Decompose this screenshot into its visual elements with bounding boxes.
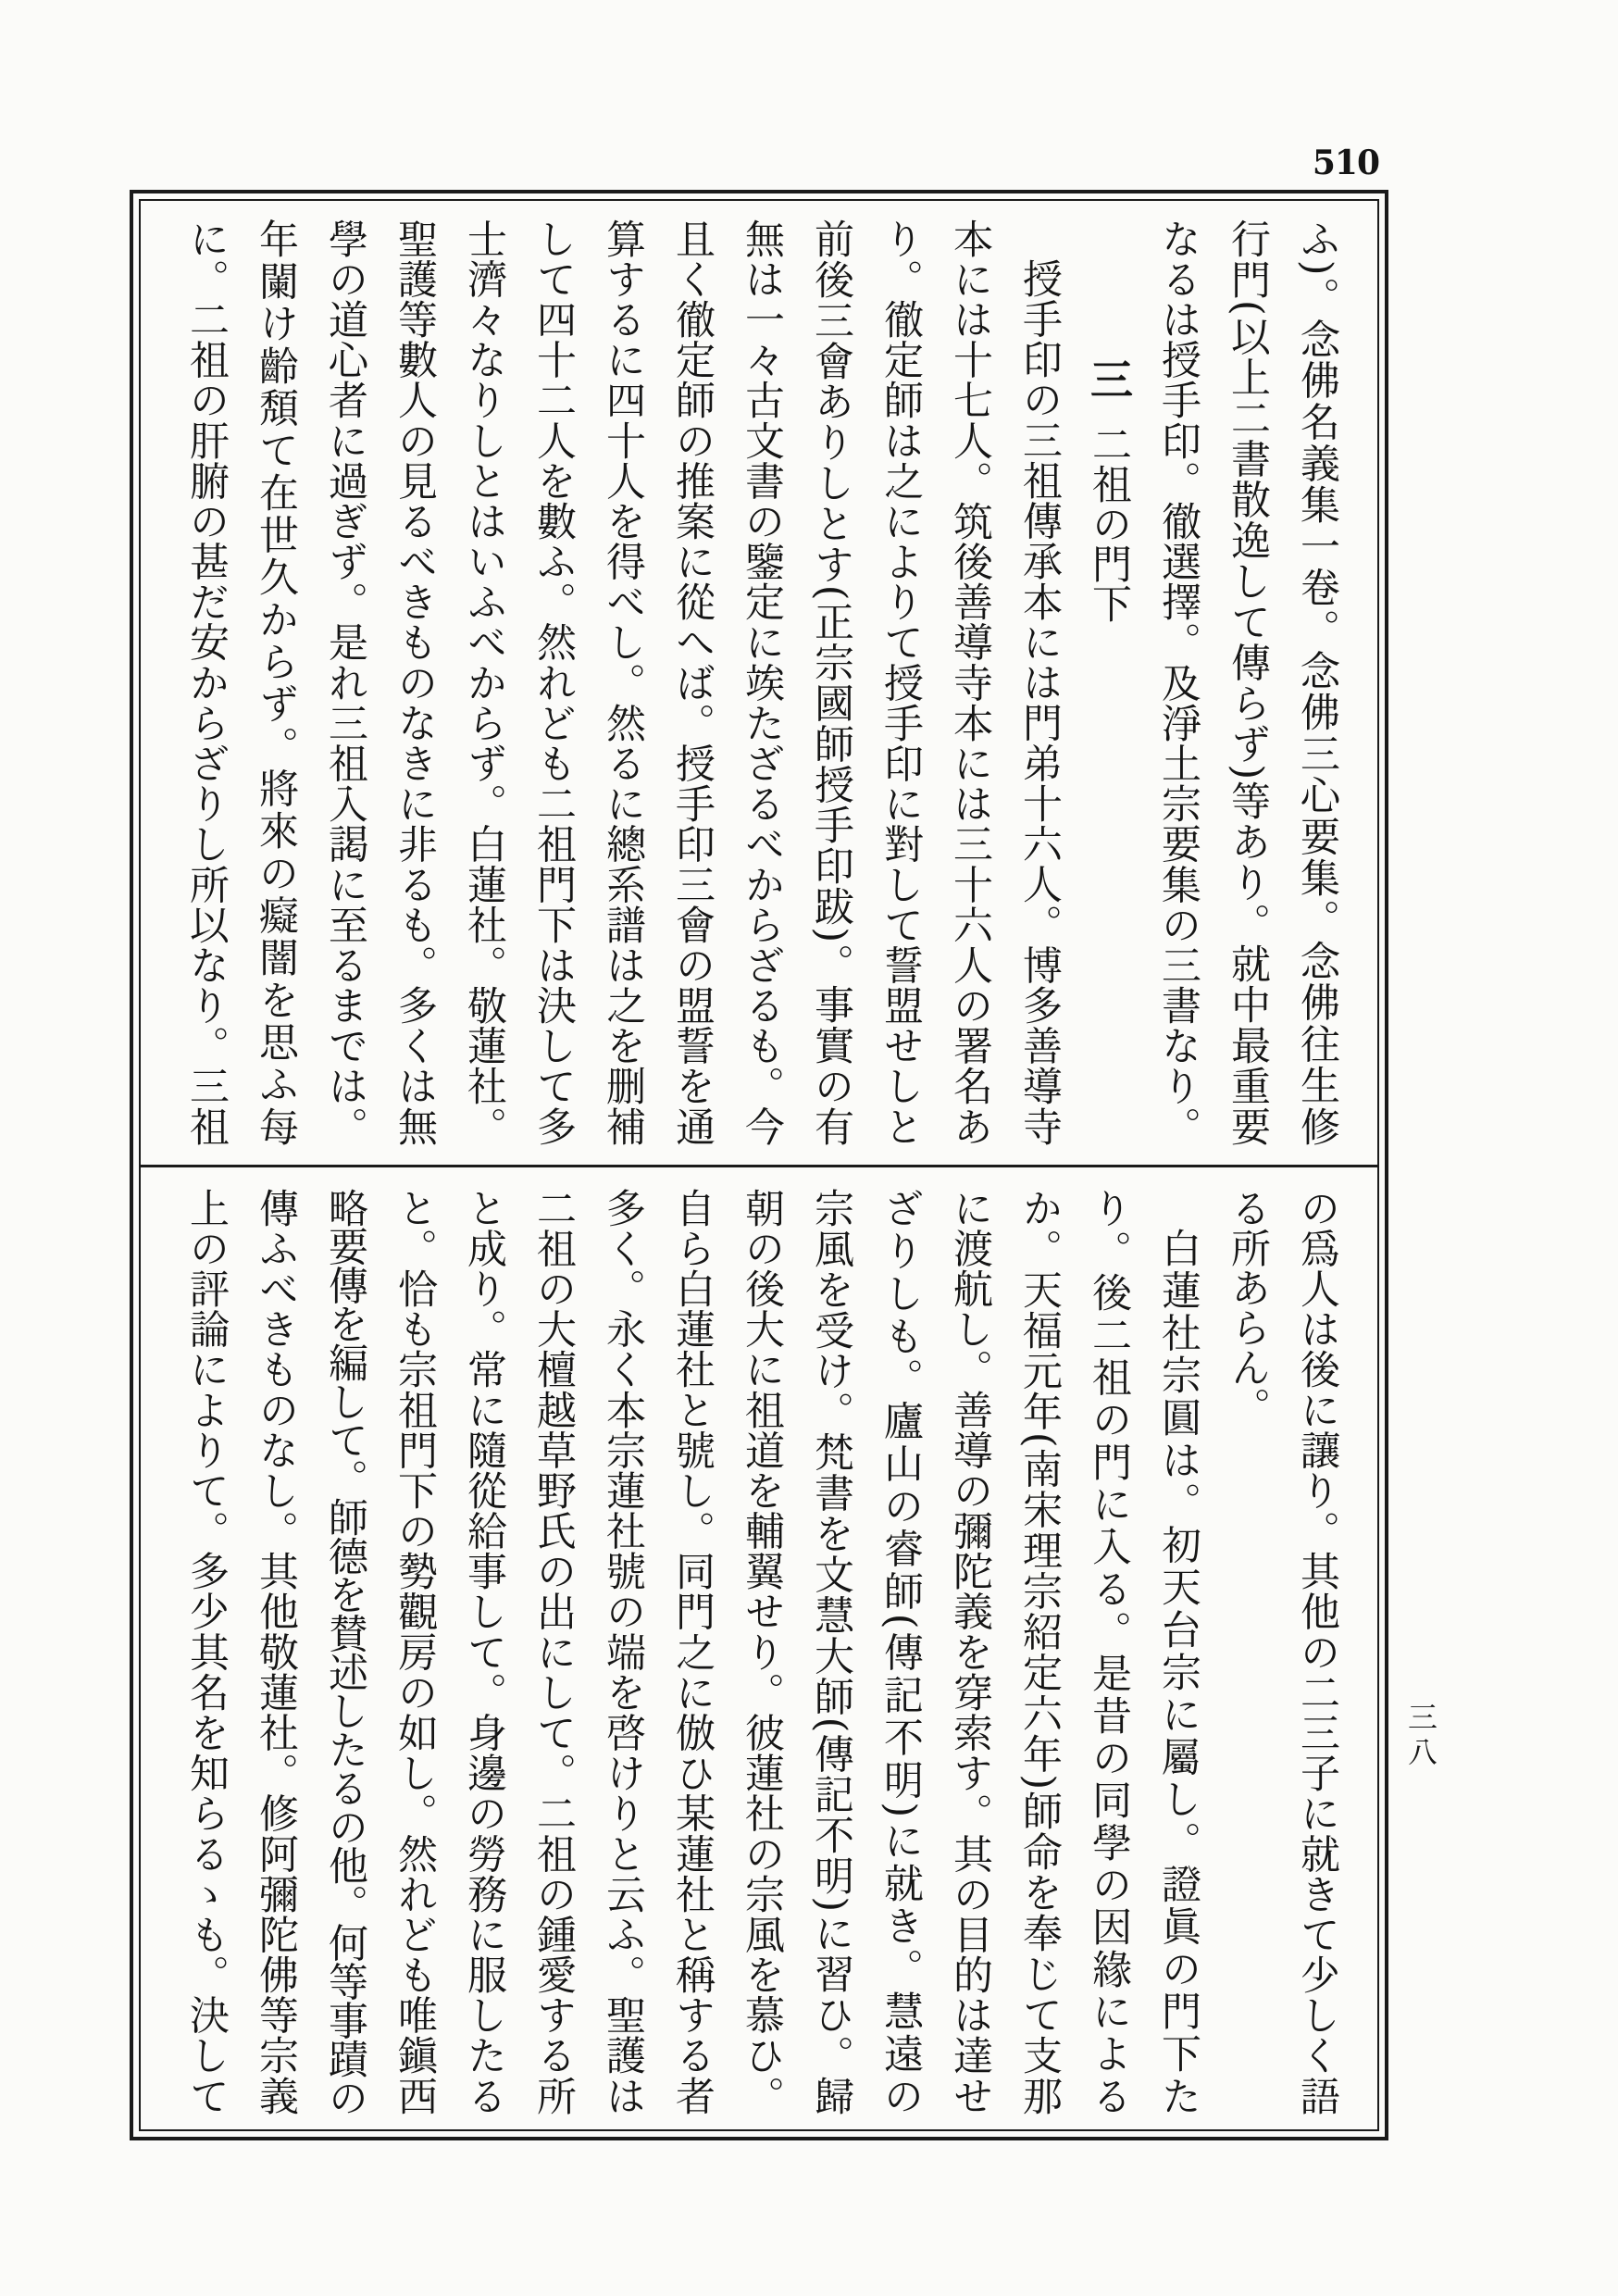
- text-column: の爲人は後に讓り。其他の二三子に就きて少しく語: [1294, 1188, 1340, 2115]
- text-column: 二祖の大檀越草野氏の出にして。二祖の鍾愛する所: [530, 1188, 577, 2115]
- text-column: 聖護等數人の見るべきものなきに非るも。多くは無: [392, 218, 438, 1146]
- text-column: 算するに四十人を得べし。然るに總系譜は之を删補: [600, 218, 646, 1146]
- text-column: 學の道心者に過ぎず。是れ三祖入謁に至るまでは。: [322, 218, 368, 1146]
- text-column: 士濟々なりしとはいふべからず。白蓮社。敬蓮社。: [461, 218, 507, 1146]
- text-column: か。天福元年(南宋理宗紹定六年)師命を奉じて支那: [1016, 1188, 1063, 2115]
- text-column: り。後二祖の門に入る。是昔の同學の因緣による: [1086, 1188, 1132, 2115]
- text-column: る所あらん。: [1225, 1188, 1271, 1427]
- text-column: り。徹定師は之によりて授手印に對して誓盟せしと: [877, 218, 924, 1146]
- text-column: 行門(以上二書散逸して傳らず)等あり。就中最重要: [1225, 218, 1271, 1146]
- section-heading: [1074, 218, 1143, 1146]
- margin-page-note: 三八: [1403, 1702, 1438, 1772]
- text-column: ざりしも。廬山の睿師(傳記不明)に就き。慧遠の: [877, 1188, 924, 2115]
- text-column: に。二祖の肝腑の甚だ安からざりし所以なり。三祖: [183, 218, 230, 1146]
- text-column: に渡航し。善導の彌陀義を穿索す。其の目的は達せ: [947, 1188, 993, 2115]
- text-column: 多く。永く本宗蓮社號の端を啓けりと云ふ。聖護は: [600, 1188, 646, 2115]
- text-column: 無は一々古文書の鑒定に竢たざるべからざるも。今: [739, 218, 785, 1146]
- text-column: 上の評論によりて。多少其名を知らるゝも。決して: [183, 1188, 230, 2115]
- section-heading-number: 三: [1084, 357, 1134, 400]
- page-number: 510: [1312, 144, 1379, 182]
- text-column: 年闌け齡頽て在世久からず。將來の癡闇を思ふ每: [253, 218, 299, 1146]
- text-column: 白蓮社宗圓は。初天台宗に屬し。證眞の門下た: [1155, 1228, 1201, 2115]
- upper-text-section: [171, 218, 1351, 1146]
- text-column: 且く徹定師の推案に從へば。授手印三會の盟誓を通: [669, 218, 716, 1146]
- text-column: 授手印の三祖傳承本には門弟十六人。博多善導寺: [1016, 258, 1063, 1146]
- section-heading-title: 二祖の門下: [1086, 424, 1132, 623]
- text-column: 前後三會ありしとす(正宗國師授手印跋)。事實の有: [808, 218, 854, 1146]
- text-column: ふ)。念佛名義集一卷。念佛三心要集。念佛往生修: [1294, 218, 1340, 1146]
- text-column: なるは授手印。徹選擇。及淨土宗要集の三書なり。: [1155, 218, 1201, 1147]
- text-column: と成り。常に隨從給事して。身邊の勞務に服したる: [461, 1188, 507, 2115]
- text-column: と。恰も宗祖門下の勢觀房の如し。然れども唯鎭西: [392, 1188, 438, 2115]
- text-column: 傳ふべきものなし。其他敬蓮社。修阿彌陀佛等宗義: [253, 1188, 299, 2115]
- text-column: 略要傳を編して。師德を賛述したるの他。何等事蹟の: [322, 1188, 368, 2116]
- text-column: 自ら白蓮社と號し。同門之に倣ひ某蓮社と稱する者: [669, 1188, 716, 2115]
- text-column: して四十二人を數ふ。然れども二祖門下は決して多: [530, 218, 577, 1146]
- text-column: 宗風を受け。梵書を文慧大師(傳記不明)に習ひ。歸: [808, 1188, 854, 2115]
- text-column: 本には十七人。筑後善導寺本には三十六人の署名あ: [947, 218, 993, 1146]
- text-column: 朝の後大に祖道を輔翼せり。彼蓮社の宗風を慕ひ。: [739, 1188, 785, 2115]
- lower-text-section: [171, 1188, 1351, 2115]
- section-divider: [139, 1165, 1379, 1167]
